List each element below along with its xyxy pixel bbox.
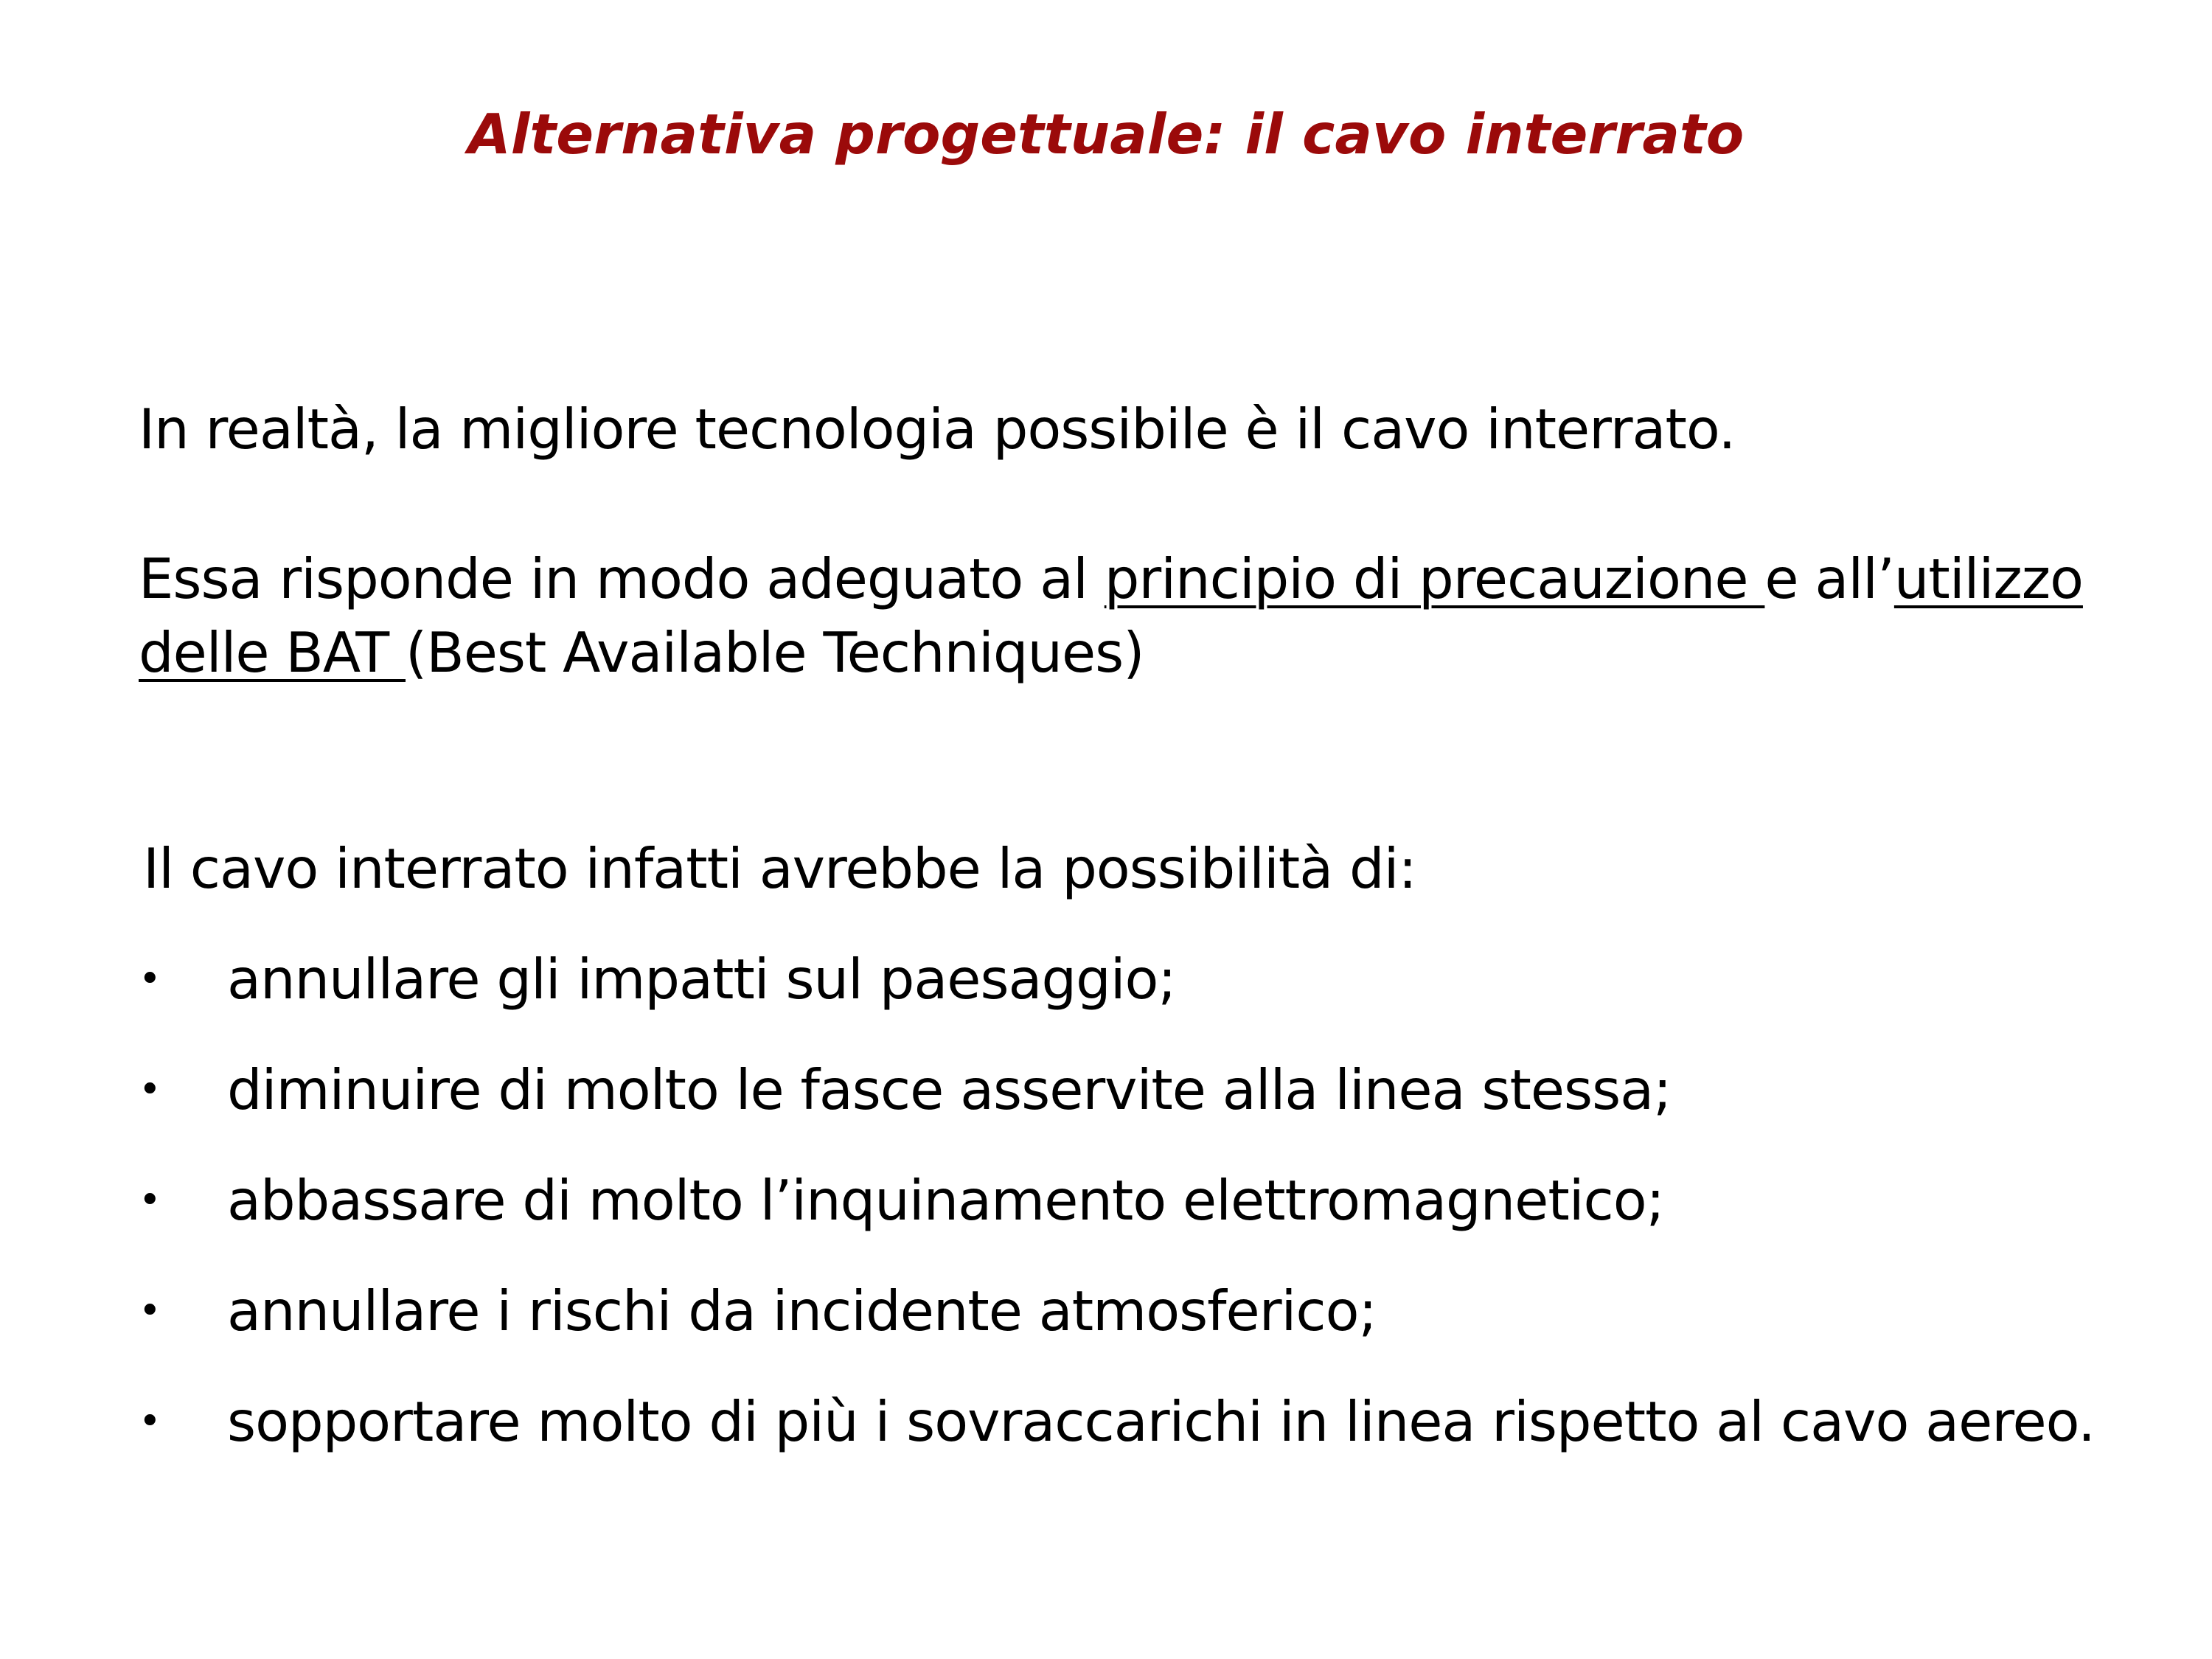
paragraph-text: (Best Available Techniques): [406, 620, 1144, 685]
bullet-icon: •: [139, 1289, 161, 1333]
bullet-icon: •: [139, 1178, 161, 1222]
paragraph-text: e all’: [1764, 546, 1894, 611]
paragraph-line-2: [139, 616, 1144, 689]
list-item-text: annullare i rischi da incidente atmosferico;: [227, 1279, 1377, 1343]
paragraph-intro: In realtà, la migliore tecnologia possibile è il cavo interrato.: [139, 397, 1736, 462]
list-item-text: annullare gli impatti sul paesaggio;: [227, 947, 1176, 1012]
slide-title: Alternativa progettuale: il cavo interrato: [467, 102, 1745, 167]
paragraph-line-1: [139, 542, 2083, 616]
list-item-text: abbassare di molto l’inquinamento elettromagnetico;: [227, 1168, 1664, 1233]
bullet-icon: •: [139, 957, 161, 1001]
list-intro: Il cavo interrato infatti avrebbe la possibilità di:: [143, 836, 1416, 901]
bullet-icon: •: [139, 1399, 161, 1444]
underlined-term-bat-start: utilizzo: [1893, 546, 2083, 611]
underlined-term-bat-end: delle BAT: [139, 620, 406, 685]
bullet-icon: •: [139, 1068, 161, 1112]
paragraph-text: Essa risponde in modo adeguato al: [139, 546, 1105, 611]
list-item-text: diminuire di molto le fasce asservite alla linea stessa;: [227, 1057, 1672, 1122]
underlined-term-precaution: principio di precauzione: [1104, 546, 1765, 611]
list-item-text: sopportare molto di più i sovraccarichi in linea rispetto al cavo aereo.: [227, 1389, 2096, 1454]
